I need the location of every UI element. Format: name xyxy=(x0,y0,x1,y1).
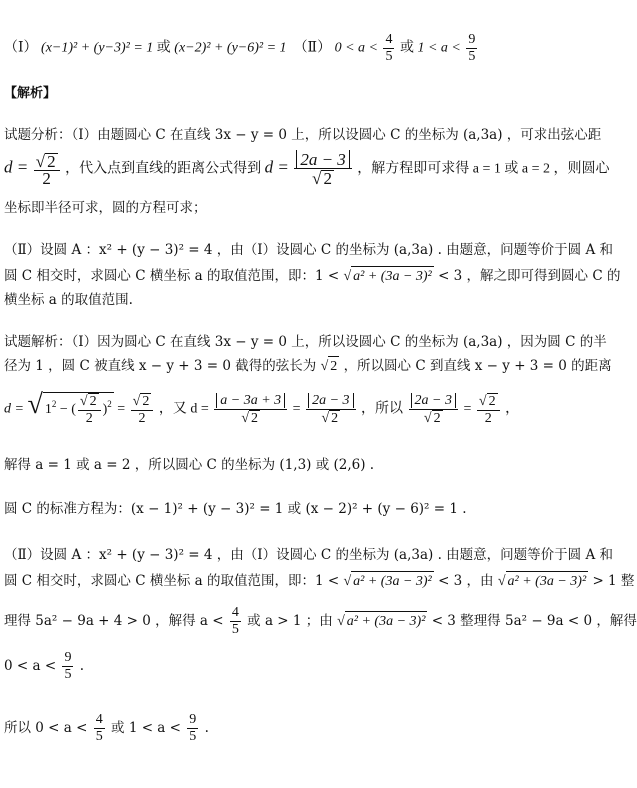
solution-d-label: d = xyxy=(4,401,24,417)
solution-line-6: （Ⅱ）设圆 A ：x² + (y − 3)² = 4 ，由（Ⅰ）设圆心 C 的坐标为 (a,3a) . 由题意，问题等价于圆 A 和 xyxy=(4,547,614,563)
solution-line-5: 圆 C 的标准方程为：(x − 1)² + (y − 3)² = 1 或 (x − 2)² + (y − 6)² = 1 . xyxy=(4,501,467,517)
answer-part2-label: （Ⅱ） xyxy=(293,40,332,56)
solution-radical-1: √ a² + (3a − 3)² xyxy=(343,571,433,592)
solution-line-7: 圆 C 相交时，求圆心 C 横坐标 a 的取值范围，即：1 < √ a² + (3a − 3)² < 3 ，由 √ a² + (3a − 3)² > 1 整 xyxy=(4,571,634,592)
hint-d-label-2: d = xyxy=(264,157,289,177)
answer-or: 或 xyxy=(156,40,171,56)
sqrt-symbol: √ 2 xyxy=(35,151,56,171)
chord-length-sqrt2: √ 2 xyxy=(321,356,340,377)
solution-line-8: 理得 5a² − 9a + 4 > 0 ，解得 a < $\frac{4}{5}$ 或 a > 1 ；由 √ a² + (3a − 3)² < 3 整理得 5a² − 9a < 0 ，解得 xyxy=(4,605,637,637)
analysis-title: 【解析】 xyxy=(4,86,57,101)
solution-result-sqrt2-over-2-b: $\frac{√ 2}{2}$ xyxy=(477,393,500,427)
solution-radical-2: √ a² + (3a − 3)² xyxy=(498,571,588,592)
hint-line-3: 坐标即半径可求，圆的方程可求； xyxy=(4,200,207,216)
answer-part1-eq-b: (x−2)² + (y−6)² = 1 xyxy=(174,40,287,56)
solution-big-radical: √ $1^2$ − ( $\frac{√ 2}{2}$ )$^2$ xyxy=(27,389,112,426)
hint-line-1: 试题分析：（Ⅰ）由题圆心 C 在直线 3x − y = 0 上，所以设圆心 C 的坐标为 (a,3a) ，可求出弦心距 xyxy=(4,127,602,143)
answer-range-a-left: 0 < a < xyxy=(334,40,378,56)
solution-radical-3: √ a² + (3a − 3)² xyxy=(337,611,427,632)
solution-fraction-4-5: $\frac{4}{5}$ xyxy=(231,605,239,637)
answer-fraction-4-5: $\frac{4}{5}$ xyxy=(385,32,393,64)
solution-line-3: d = √ $1^2$ − ( $\frac{√ 2}{2}$ )$^2$ = $\frac{√ 2}{2}$ ，又 d = $\frac{a - 3a + 3}{√ 2}$ = $\frac{2a - 3}{√ 2}$ ，所以 $\frac{2a - 3}{√ 2}$ = $\frac{√ 2}{2}$ ， xyxy=(4,389,520,426)
hint-radical: √ a² + (3a − 3)² xyxy=(343,266,433,287)
hint-line-4: （Ⅱ）设圆 A ：x² + (y − 3)² = 4 ，由（Ⅰ）设圆心 C 的坐标为 (a,3a) . 由题意，问题等价于圆 A 和 xyxy=(4,242,614,258)
solution-distance-fraction-1: $\frac{a - 3a + 3}{√ 2}$ xyxy=(214,393,287,427)
hint-distance-fraction: $\frac{2a - 3}{√ 2}$ xyxy=(294,152,351,187)
final-fraction-9-5: $\frac{9}{5}$ xyxy=(189,712,197,744)
answer-line xyxy=(4,32,479,65)
hint-line-2 xyxy=(4,152,610,187)
answer-part1-label: （Ⅰ） xyxy=(4,40,38,56)
hint-line-6: 横坐标 a 的取值范围. xyxy=(4,292,133,308)
hint-fraction-sqrt2-over-2: $\frac{√ 2}{2}$ xyxy=(34,152,60,187)
hint-line-2-text: ，代入点到直线的距离公式得到 xyxy=(65,161,262,177)
answer-range-b-left: 1 < a < xyxy=(417,40,461,56)
solution-distance-fraction-3: $\frac{2a - 3}{√ 2}$ xyxy=(409,393,458,427)
solution-line-2: 径为 1 ，圆 C 被直线 x − y + 3 = 0 截得的弦长为 √ 2 ，所以圆心 C 到直线 x − y + 3 = 0 的距离 xyxy=(4,356,612,377)
answer-or-2: 或 xyxy=(399,40,414,56)
hint-line-5: 圆 C 相交时，求圆心 C 横坐标 a 的取值范围，即：1 < √ a² + (3a − 3)² < 3 ，解之即可得到圆心 C 的 xyxy=(4,266,620,287)
solution-line-4: 解得 a = 1 或 a = 2 ，所以圆心 C 的坐标为 (1,3) 或 (2,6) . xyxy=(4,457,375,473)
solution-line-9: 0 < a < $\frac{9}{5}$ . xyxy=(4,650,85,682)
solution-result-sqrt2-over-2: $\frac{√ 2}{2}$ xyxy=(131,393,154,427)
answer-fraction-9-5: $\frac{9}{5}$ xyxy=(468,32,476,64)
final-fraction-4-5: $\frac{4}{5}$ xyxy=(95,712,103,744)
solution-line-10: 所以 0 < a < $\frac{4}{5}$ 或 1 < a < $\frac{9}{5}$ . xyxy=(4,712,209,744)
solution-fraction-9-5: $\frac{9}{5}$ xyxy=(64,650,72,682)
hint-d-label: d = xyxy=(4,157,29,177)
hint-line-2-tail: ，解方程即可求得 a = 1 或 a = 2 ，则圆心 xyxy=(357,161,610,177)
answer-part1-eq-a: (x−1)² + (y−3)² = 1 xyxy=(41,40,154,56)
solution-line-1: 试题解析：（Ⅰ）因为圆心 C 在直线 3x − y = 0 上，所以设圆心 C 的坐标为 (a,3a) ，因为圆 C 的半 xyxy=(4,334,607,350)
solution-distance-fraction-2: $\frac{2a - 3}{√ 2}$ xyxy=(306,393,355,427)
